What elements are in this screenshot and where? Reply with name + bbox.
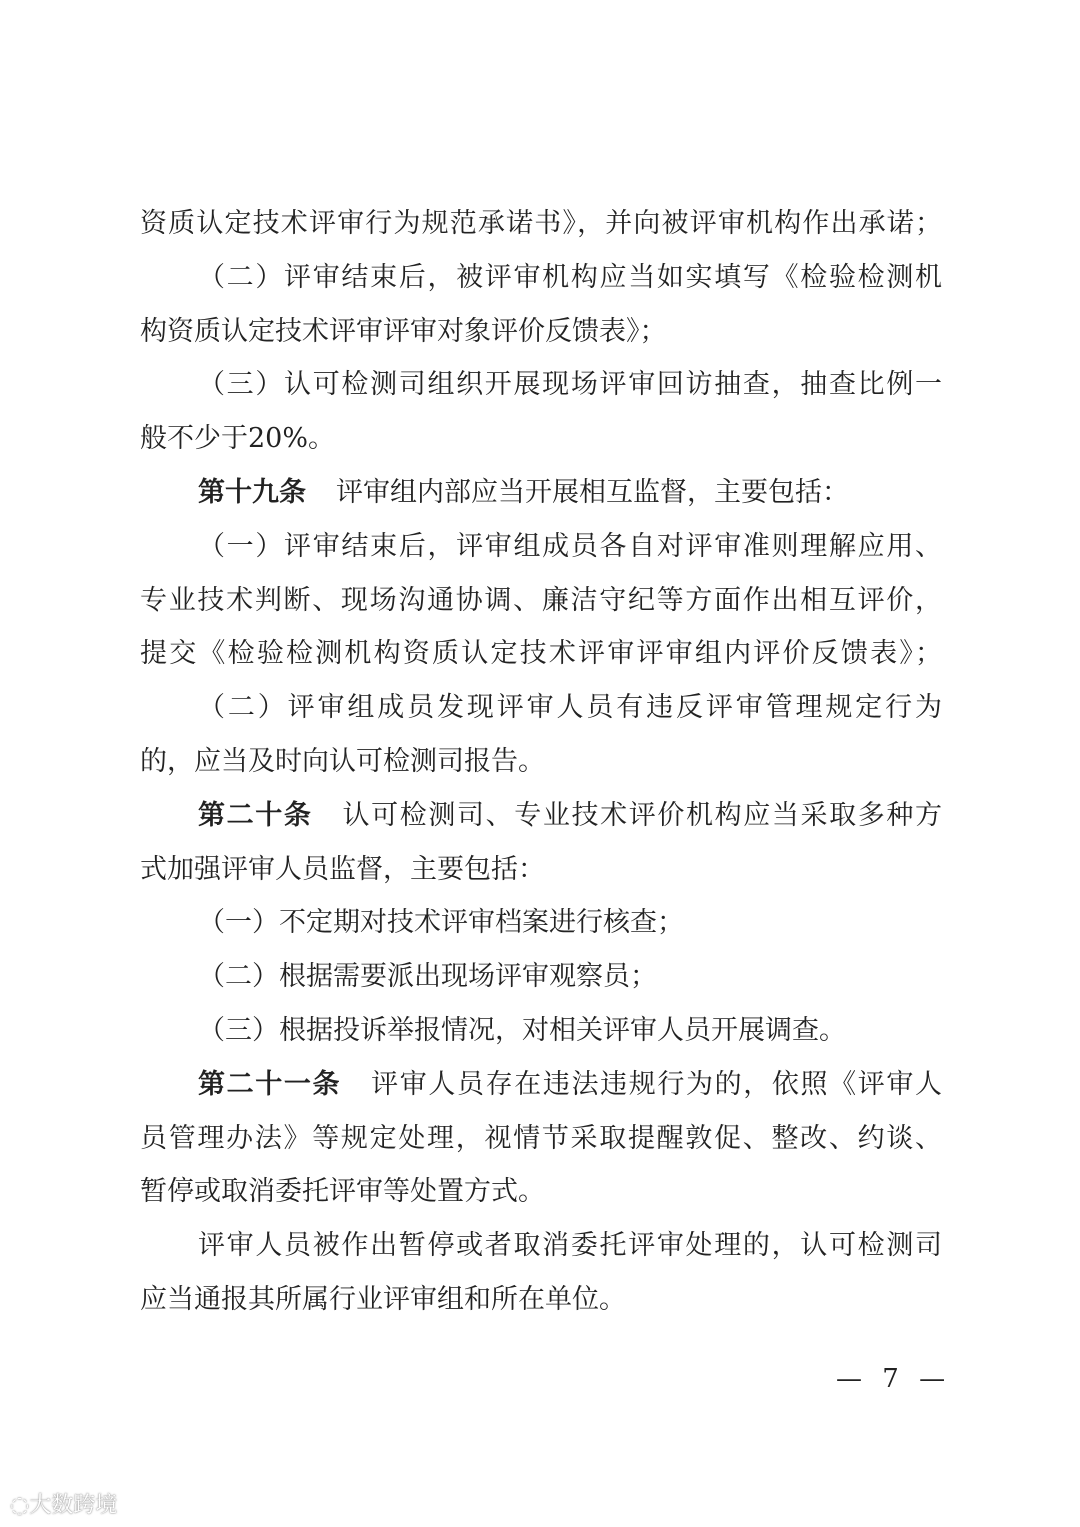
text-line: （一）不定期对技术评审档案进行核查； — [198, 907, 684, 939]
text-line: 评审人员存在违法违规行为的，依照《评审人 — [371, 1068, 942, 1100]
document-body — [140, 197, 942, 1327]
page-number: — 7 — — [836, 1364, 952, 1394]
text-line: 专业技术判断、现场沟通协调、廉洁守纪等方面作出相互评价， — [140, 584, 942, 616]
article-19-line — [140, 466, 942, 520]
watermark-logo: ◌大数跨境 — [10, 1493, 118, 1518]
watermark-text: 大数跨境 — [29, 1493, 118, 1518]
text-line: 认可检测司、专业技术评价机构应当采取多种方 — [342, 799, 942, 831]
text-line: 般不少于20%。 — [140, 423, 336, 455]
text-line: 暂停或取消委托评审等处置方式。 — [140, 1176, 545, 1208]
text-line: 式加强评审人员监督，主要包括： — [140, 853, 545, 885]
article-heading: 第二十条 — [198, 799, 313, 831]
text-line: （二）评审结束后，被评审机构应当如实填写《检验检测机 — [198, 261, 942, 293]
article-20-line — [140, 789, 942, 843]
text-line: （二）根据需要派出现场评审观察员； — [198, 961, 657, 993]
text-line: 评审组内部应当开展相互监督，主要包括： — [336, 476, 849, 508]
text-line: 提交《检验检测机构资质认定技术评审评审组内评价反馈表》； — [140, 638, 942, 670]
text-line: 构资质认定技术评审评审对象评价反馈表》； — [140, 315, 667, 347]
text-line: 评审人员被作出暂停或者取消委托评审处理的，认可检测司 — [198, 1230, 942, 1262]
text-line: 的，应当及时向认可检测司报告。 — [140, 745, 545, 777]
text-line: 员管理办法》等规定处理，视情节采取提醒敦促、整改、约谈、 — [140, 1122, 942, 1154]
article-heading: 第二十一条 — [198, 1068, 342, 1100]
text-line: （三）认可检测司组织开展现场评审回访抽查，抽查比例一 — [198, 369, 942, 401]
article-heading: 第十九条 — [198, 476, 306, 508]
text-line: （二）评审组成员发现评审人员有违反评审管理规定行为 — [198, 692, 942, 724]
text-line: （一）评审结束后，评审组成员各自对评审准则理解应用、 — [198, 530, 942, 562]
text-line: （三）根据投诉举报情况，对相关评审人员开展调查。 — [198, 1014, 846, 1046]
text-line: 资质认定技术评审行为规范承诺书》，并向被评审机构作出承诺； — [140, 208, 942, 239]
article-21-line — [140, 1058, 942, 1112]
text-line: 应当通报其所属行业评审组和所在单位。 — [140, 1283, 626, 1315]
